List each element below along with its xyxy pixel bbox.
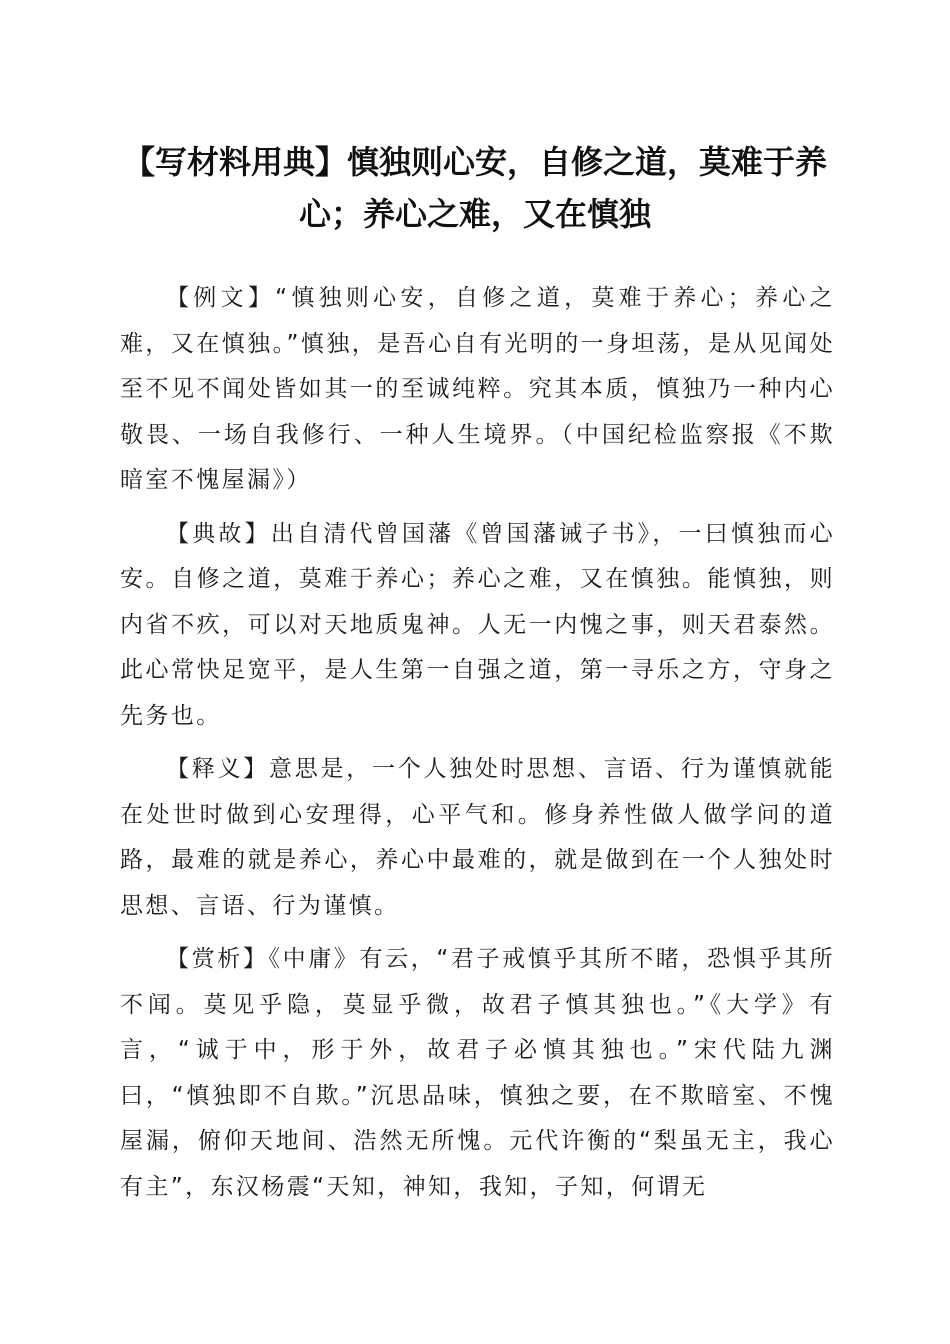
document-title: 【写材料用典】慎独则心安，自修之道，莫难于养心；养心之难，又在慎独 xyxy=(122,143,827,233)
paragraph-allusion xyxy=(120,512,835,740)
section-tag-example: 【例文】 xyxy=(166,285,276,311)
section-tag-allusion: 【典故】 xyxy=(166,520,271,547)
paragraph-appreciation xyxy=(120,937,835,1210)
paragraph-example-text: “慎独则心安，自修之道，莫难于养心；养心之难，又在慎独。”慎独，是吾心自有光明的一身坦荡，是从见闻处至不见不闻处皆如其一的至诚纯粹。究其本质，慎独乃一种内心敬畏、一场自我修行、一种人生境界。（中国纪检监察报《不欺暗室不愧屋漏》） xyxy=(120,285,835,493)
paragraph-allusion-text: 出自清代曾国藩《曾国藩诫子书》，一曰慎独而心安。自修之道，莫难于养心；养心之难，又在慎独。能慎独，则内省不疚，可以对天地质鬼神。人无一内愧之事，则天君泰然。此心常快足宽平，是人生第一自强之道，第一寻乐之方，守身之先务也。 xyxy=(120,520,835,729)
paragraph-interpretation xyxy=(120,747,835,929)
section-tag-interpretation: 【释义】 xyxy=(166,756,269,782)
section-tag-appreciation: 【赏析】 xyxy=(166,946,269,972)
document-body xyxy=(120,276,835,1218)
paragraph-interpretation-text: 意思是，一个人独处时思想、言语、行为谨慎就能在处世时做到心安理得，心平气和。修身养性做人做学问的道路，最难的就是养心，养心中最难的，就是做到在一个人独处时思想、言语、行为谨慎。 xyxy=(120,756,835,919)
paragraph-example xyxy=(120,276,835,504)
paragraph-appreciation-text: 《中庸》有云，“君子戒慎乎其所不睹，恐惧乎其所不闻。莫见乎隐，莫显乎微，故君子慎其独也。”《大学》有言，“诚于中，形于外，故君子必慎其独也。”宋代陆九渊曰，“慎独即不自欺。”沉思品味，慎独之要，在不欺暗室、不愧屋漏，俯仰天地间、浩然无所愧。元代许衡的“梨虽无主，我心有主”，东汉杨震“天知，神知，我知，子知，何谓无 xyxy=(120,946,835,1200)
